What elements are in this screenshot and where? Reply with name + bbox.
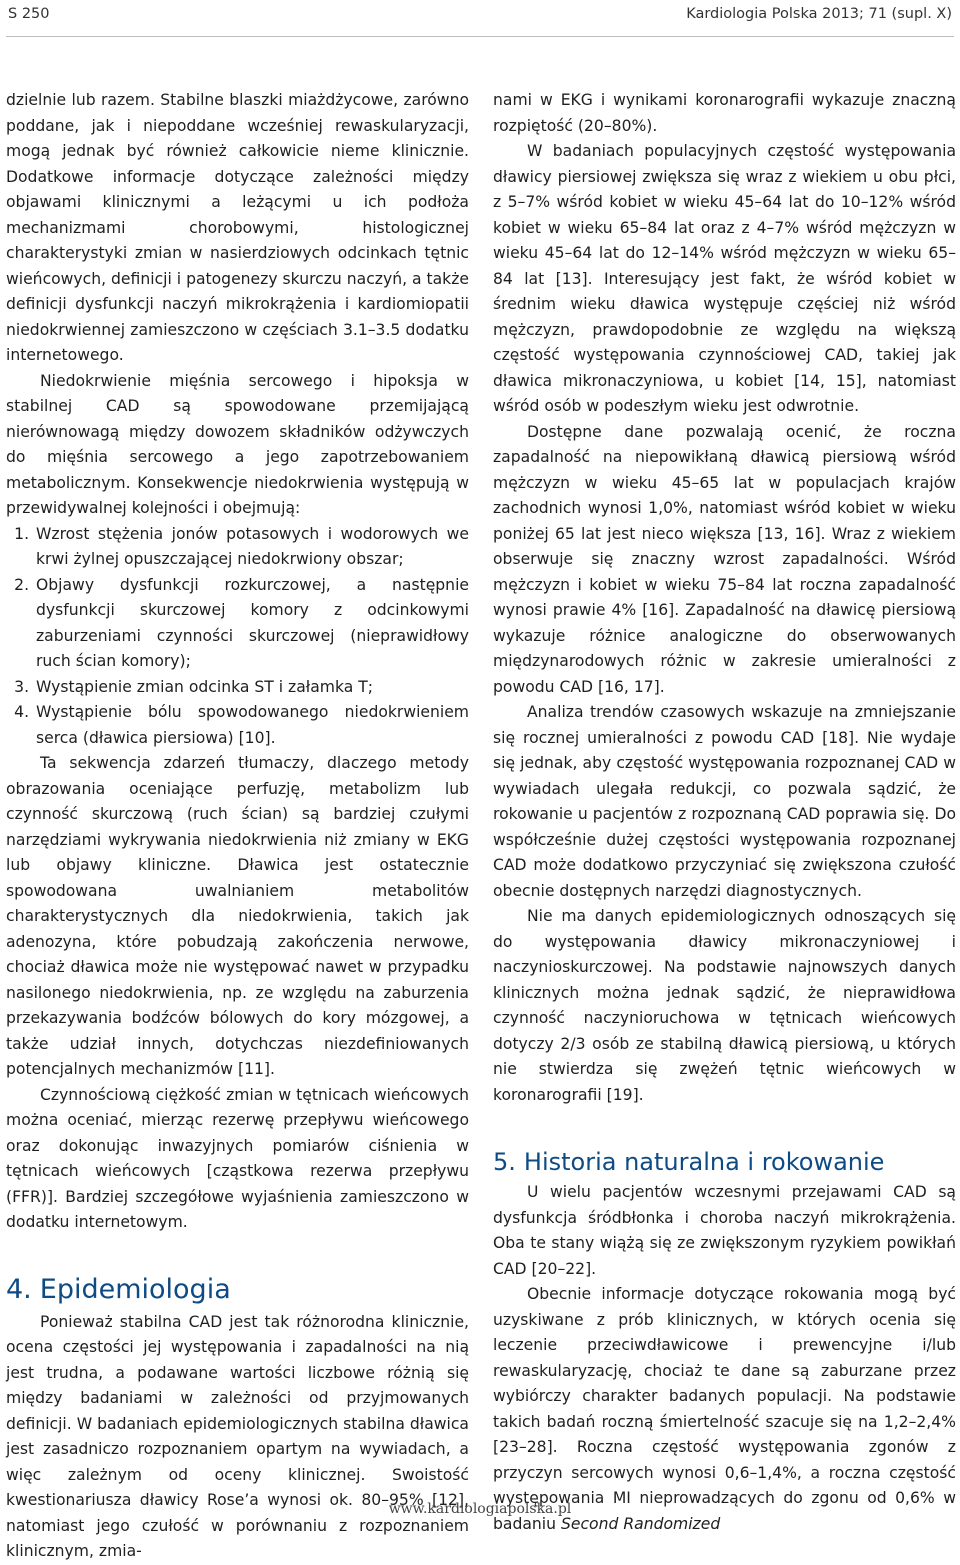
- page-header: [6, 0, 954, 37]
- paragraph: [493, 1282, 956, 1537]
- right-column: [493, 88, 956, 1537]
- trial-name: Second Randomized: [560, 1514, 721, 1533]
- paragraph: Dostępne dane pozwalają ocenić, że roczna zapadalność na niepowikłaną dławicą piersiową wśród mężczyzn w wieku 45–65 lat w populacjach krajów zachodnich wynosi 1,0%, natomiast wśród kobiet w wieku poniżej 65 lat jest nieco większa [13, 16]. Wraz z wiekiem obserwuje się znaczny wzrost zapadalności. Wśród mężczyzn i kobiet w wieku 75–84 lat roczna zapadalność wynosi prawie 4% [16]. Zapadalność na dławicę piersiową wykazuje różnice analogiczne do obserwowanych międzynarodowych różnic w zakresie umieralności z powodu CAD [16, 17].: [493, 422, 956, 696]
- section-title: Historia naturalna i rokowanie: [523, 1148, 885, 1176]
- paragraph: W badaniach populacyjnych częstość występowania dławicy piersiowej zwiększa się wraz z wiekiem u obu płci, z 5–7% wśród kobiet w wieku 45–64 lat do 10–12% wśród kobiet w wieku 65–84 lat oraz z 4–7% wśród mężczyzn w wieku 45–64 lat do 12–14% wśród mężczyzn w wieku 65–84 lat [13]. Interesujący jest fakt, że wśród kobiet w średnim wieku dławica występuje częściej niż wśród mężczyzn, prawdopodobnie ze względu na większą częstość występowania czynnościowej CAD, takiej jak dławica mikronaczyniowa, u kobiet [14, 15], natomiast wśród osób w podeszłym wieku jest odwrotnie.: [493, 142, 956, 415]
- paragraph: Ponieważ stabilna CAD jest tak różnorodna klinicznie, ocena częstości jej występowania i zapadalności na nią jest trudna, a podawane wartości liczbowe różnią się między badaniami w zależności od przyjmowanych definicji. W badaniach epidemiologicznych stabilna dławica jest zasadniczo rozpoznaniem opartym na wywiadach, a więc zależnym od oceny klinicznej. Swoistość kwestionariusza dławicy Rose’a wynosi ok. 80–95% [12], natomiast jego czułość w porównaniu z rozpoznaniem klinicznym, zmia-: [6, 1312, 469, 1560]
- list-item: 3. Wystąpienie zmian odcinka ST i załamka T;: [34, 675, 469, 701]
- paragraph: Czynnościową ciężkość zmian w tętnicach wieńcowych można oceniać, mierząc rezerwę przepływu wieńcowego oraz dokonując inwazyjnych pomiarów ciśnienia w tętnicach wieńcowych [cząstkowa rezerwa przepływu (FFR)]. Bardziej szczegółowe wyjaśnienia zamieszczono w dodatku internetowym.: [6, 1085, 469, 1231]
- paragraph: Analiza trendów czasowych wskazuje na zmniejszanie się rocznej umieralności z powodu CAD [18]. Nie wydaje się jednak, aby częstość występowania rozpoznanej CAD w wywiadach ulegała redukcji, co pozwala sądzić, że rokowanie u pacjentów z rozpoznaną CAD poprawia się. Do współcześnie dużej częstości występowania rozpoznanej CAD może dodatkowo przyczyniać się zwiększona czułość obecnie dostępnych narzędzi diagnostycznych.: [493, 703, 956, 900]
- paragraph-text: Obecnie informacje dotyczące rokowania mogą być uzyskiwane z prób klinicznych, w których ocenia się leczenie przeciwdławicowe i prewencyjne i/lub rewaskularyzację, chociaż te dane są zaburzane przez wybiórczy charakter badanych populacji. Na podstawie takich badań roczną śmiertelność szacuje się na 1,2–2,4% [23–28]. Roczna częstość występowania zgonów z przyczyn sercowych wynosi 0,6–1,4%, a roczna częstość występowania MI nieprowadzących do zgonu od 0,6% w badaniu: [493, 1285, 956, 1533]
- list-item: 4. Wystąpienie bólu spowodowanego niedokrwieniem serca (dławica piersiowa) [10].: [34, 700, 469, 751]
- paragraph: nami w EKG i wynikami koronarografii wykazuje znaczną rozpiętość (20–80%).: [493, 91, 956, 135]
- list-item: 1. Wzrost stężenia jonów potasowych i wodorowych we krwi żylnej opuszczającej niedokrwiony obszar;: [34, 522, 469, 573]
- paragraph: dzielnie lub razem. Stabilne blaszki miażdżycowe, zarówno poddane, jak i niepoddane wcześniej rewaskularyzacji, mogą jednak być również całkowicie nieme klinicznie. Dodatkowe informacje dotyczące zależności między objawami klinicznymi a leżącymi u ich podłoża mechanizmami chorobowymi, histologicznej charakterystyki zmian w nasierdziowych odcinkach tętnic wieńcowych, definicji i patogenezy skurczu naczyń, a także definicji dysfunkcji naczyń mikrokrążenia i kardiomiopatii niedokrwiennej zamieszczono w częściach 3.1–3.5 dodatku internetowego.: [6, 91, 469, 364]
- section-title: Epidemiologia: [39, 1273, 231, 1305]
- journal-reference: Kardiologia Polska 2013; 71 (supl. X): [686, 6, 952, 22]
- section-heading-natural-history: [493, 1144, 956, 1180]
- paragraph: Nie ma danych epidemiologicznych odnoszących się do występowania dławicy mikronaczyniowej i naczynioskurczowej. Na podstawie najnowszych danych klinicznych można jednak sądzić, że nieprawidłowa czynność naczynioruchowa w tętnicach wieńcowych dotyczy 2/3 osób ze stabilną dławicą piersiową, u których nie stwierdza się zwężeń tętnic wieńcowych w koronarografii [19].: [493, 907, 956, 1104]
- paragraph: Ta sekwencja zdarzeń tłumaczy, dlaczego metody obrazowania oceniające perfuzję, metabolizm lub czynność skurczową (ruch ścian) są bardziej czułymi narzędziami wykrywania niedokrwienia niż zmiany w EKG lub objawy kliniczne. Dławica jest ostatecznie spowodowana uwalnianiem metabolitów charakterystycznych dla niedokrwienia, takich jak adenozyna, które pobudzają zakończenia nerwowe, chociaż dławica może nie występować nawet w przypadku nasilonego niedokrwienia, np. ze względu na zaburzenia przekazywania bodźców bólowych do kory mózgowej, a także udział innych, dotychczas niezdefiniowanych potencjalnych mechanizmów [11].: [6, 754, 469, 1078]
- ischemia-consequences-list: [6, 522, 469, 752]
- section-heading-epidemiology: [6, 1272, 469, 1308]
- page-number: S 250: [8, 6, 50, 22]
- footer-url: www.kardiologiapolska.pl: [388, 1501, 572, 1517]
- paragraph: Niedokrwienie mięśnia sercowego i hipoksja w stabilnej CAD są spowodowane przemijającą nierównowagą między dowozem składników odżywczych do mięśnia sercowego a jego zapotrzebowaniem metabolicznym. Konsekwencje niedokrwienia występują w przewidywalnej kolejności i obejmują:: [6, 371, 469, 517]
- section-number: 5.: [493, 1148, 516, 1176]
- section-number: 4.: [6, 1273, 32, 1305]
- left-column: [6, 88, 469, 1565]
- list-item: 2. Objawy dysfunkcji rozkurczowej, a następnie dysfunkcji skurczowej komory z odcinkowymi zaburzeniami czynności skurczowej (nieprawidłowy ruch ścian komory);: [34, 573, 469, 675]
- paragraph: U wielu pacjentów wczesnymi przejawami CAD są dysfunkcja śródbłonka i choroba naczyń mikrokrążenia. Oba te stany wiążą się ze zwiększonym ryzykiem powikłań CAD [20–22].: [493, 1183, 956, 1278]
